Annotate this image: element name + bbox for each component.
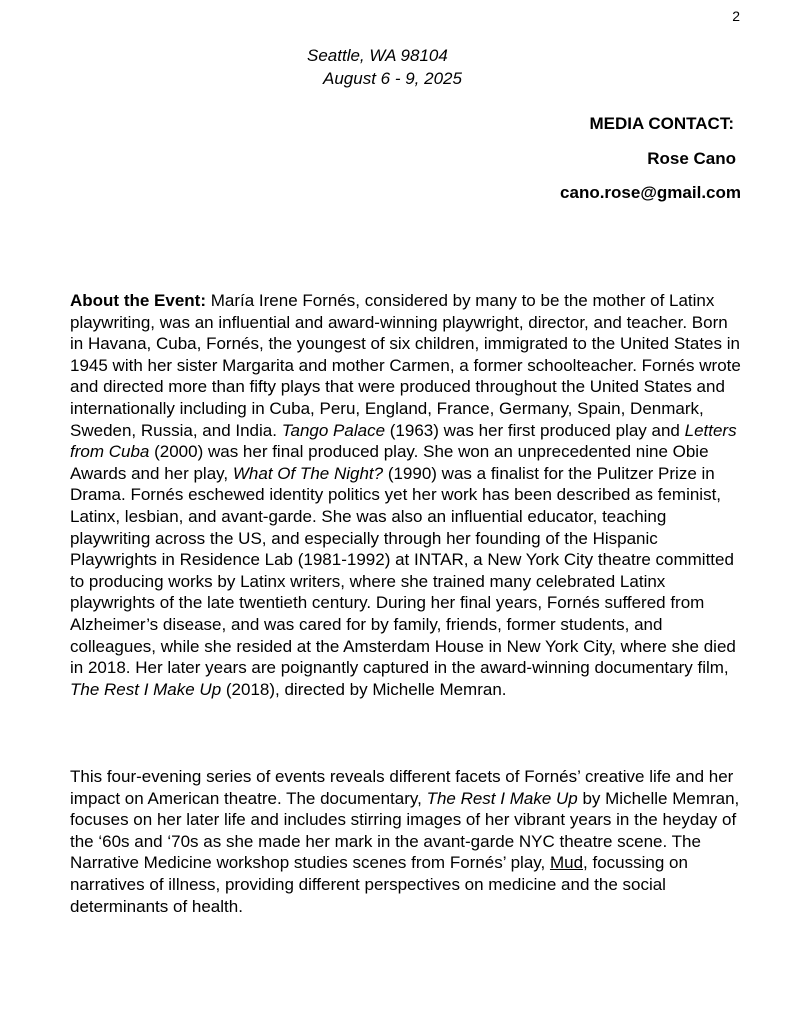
series-text-3: , focussing on narratives of illness, providing different perspectives on medicine and the social determinants of health. [70,853,688,916]
media-contact-label: MEDIA CONTACT: [589,114,734,133]
event-dates: August 6 - 9, 2025 [323,69,462,88]
title-tango-palace: Tango Palace [281,420,386,440]
series-paragraph [70,766,745,917]
title-rest-i-make-up: The Rest I Make Up [70,679,222,699]
title-what-of-the-night: What Of The Night? [232,463,384,483]
about-text-4: (1990) was a finalist for the Pulitzer Prize in Drama. Fornés eschewed identity politics yet her work has been described as feminist, Latinx, lesbian, and avant-garde. She was also an influential educator, teaching playwriting across the US, and especially through her founding of the Hispanic Playwrights in Residence Lab (1981-1992) at INTAR, a New York City theatre committed to producing works by Latinx writers, where she trained many celebrated Latinx playwrights of the late twentieth century. During her final years, Fornés suffered from Alzheimer’s disease, and was cared for by family, friends, former students, and colleagues, while she resided at the Amsterdam House in New York City, where she died in 2018. Her later years are poignantly captured in the award-winning documentary film, [70,463,736,678]
title-letters-from-cuba: Letters from Cuba [70,420,737,462]
series-title-rest-i-make-up: The Rest I Make Up [426,788,578,808]
title-mud-link[interactable]: Mud [549,853,584,873]
about-paragraph [70,290,745,700]
about-text-3: (2000) was her final produced play. She won an unprecedented nine Obie Awards and her play, [70,442,709,483]
about-text-1: María Irene Fornés, considered by many to be the mother of Latinx playwriting, was an influential and award-winning playwright, director, and teacher. Born in Havana, Cuba, Fornés, the youngest of six children, immigrated to the United States in 1945 with her sister Margarita and mother Carmen, a former schoolteacher. Fornés wrote and directed more than fifty plays that were produced throughout the United States and internationally including in Cuba, Peru, England, France, Germany, Spain, Denmark, Sweden, Russia, and India. [70,291,741,440]
series-text-2: by Michelle Memran, focuses on her later life and includes stirring images of her vibrant years in the heyday of the ‘60s and ‘70s as she made her mark in the avant-garde NYC theatre scene. The Narrative Medicine workshop studies scenes from Fornés’ play, [70,788,740,873]
series-text-1: This four-evening series of events reveals different facets of Fornés’ creative life and her impact on American theatre. The documentary, [70,767,734,808]
event-location: Seattle, WA 98104 [307,46,448,65]
media-contact-name: Rose Cano [647,149,736,168]
page-number: 2 [732,8,740,24]
about-heading: About the Event: [70,291,206,310]
about-text-5: (2018), directed by Michelle Memran. [221,679,507,699]
about-text-2: (1963) was her first produced play and [385,420,685,440]
media-contact-email: cano.rose@gmail.com [560,183,741,202]
